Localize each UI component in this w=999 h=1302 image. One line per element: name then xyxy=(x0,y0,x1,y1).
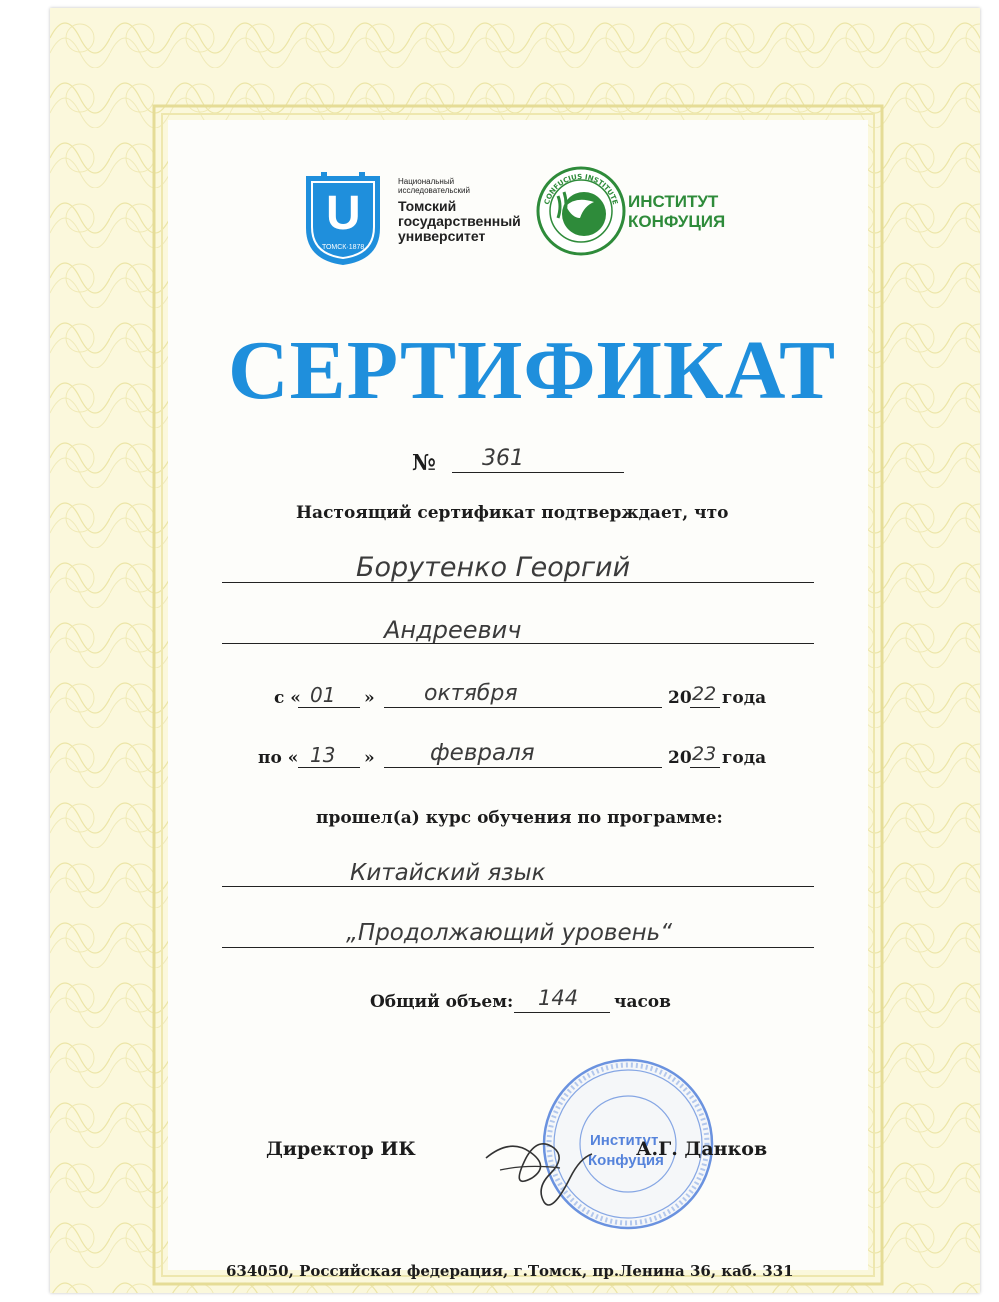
from-year-suffix: года xyxy=(722,688,767,708)
tsu-logo-caption: ТОМСК·1878 xyxy=(322,244,365,251)
to-month-line xyxy=(384,767,662,768)
recipient-name-line-1: Борутенко Георгий xyxy=(356,552,631,583)
confucius-name-block xyxy=(628,192,725,231)
from-year-prefix: 20 xyxy=(668,688,692,708)
volume-value: 144 xyxy=(538,986,579,1010)
recipient-name-line-2: Андреевич xyxy=(384,616,522,644)
stamp-line-1: Институт xyxy=(590,1132,659,1149)
tsu-name-block xyxy=(398,178,521,245)
confucius-badge-text-svg xyxy=(536,166,626,256)
from-prefix: с « xyxy=(274,688,301,708)
to-year-suffix: года xyxy=(722,748,767,768)
from-day-line xyxy=(298,707,360,708)
confucius-line-2: КОНФУЦИЯ xyxy=(628,211,726,231)
to-quote-close: » xyxy=(364,748,375,768)
tsu-line-1: Национальный xyxy=(398,177,455,186)
to-year-prefix: 20 xyxy=(668,748,692,768)
tsu-line-3: Томский xyxy=(398,197,457,214)
number-value: 361 xyxy=(482,446,524,471)
handwritten-signature xyxy=(480,1118,600,1218)
tsu-line-5: университет xyxy=(398,228,486,245)
svg-text:CONFUCIUS INSTITUTE xyxy=(543,173,619,206)
from-day: 01 xyxy=(310,683,336,707)
to-month: февраля xyxy=(430,740,535,766)
tsu-logo-letter: U xyxy=(326,187,361,240)
tsu-line-2: исследовательский xyxy=(398,185,470,195)
number-label: № xyxy=(412,450,436,476)
confirm-text: Настоящий сертификат подтверждает, что xyxy=(296,503,729,523)
program-line-1-text: Китайский язык xyxy=(350,860,546,886)
program-line-2 xyxy=(222,947,814,948)
course-text: прошел(а) курс обучения по программе: xyxy=(316,808,723,828)
stamp-line-2: Конфуция xyxy=(588,1152,664,1169)
tsu-line-4: государственный xyxy=(398,212,521,229)
to-year-line xyxy=(690,767,720,768)
to-day-line xyxy=(298,767,360,768)
program-line-1 xyxy=(222,886,814,887)
from-month: октября xyxy=(424,681,518,706)
number-line xyxy=(452,472,624,473)
signature-title: Директор ИК xyxy=(266,1138,416,1160)
from-month-line xyxy=(384,707,662,708)
certificate-title: СЕРТИФИКАТ xyxy=(228,324,837,417)
volume-unit: часов xyxy=(614,992,671,1012)
signature-name: А.Г. Данков xyxy=(636,1138,768,1160)
volume-line xyxy=(514,1012,610,1013)
to-year: 23 xyxy=(692,743,717,765)
from-year-line xyxy=(690,707,720,708)
confucius-badge-text: CONFUCIUS INSTITUTE xyxy=(542,172,620,206)
from-quote-close: » xyxy=(364,688,375,708)
address: 634050, Российская федерация, г.Томск, пр.Ленина 36, каб. 331 xyxy=(226,1262,794,1280)
program-line-2-text: „Продолжающий уровень“ xyxy=(346,920,673,946)
confucius-line-1: ИНСТИТУТ xyxy=(628,192,719,211)
from-year: 22 xyxy=(692,683,717,705)
volume-label: Общий объем: xyxy=(370,992,514,1012)
to-day: 13 xyxy=(310,743,336,767)
to-prefix: по « xyxy=(258,748,299,768)
